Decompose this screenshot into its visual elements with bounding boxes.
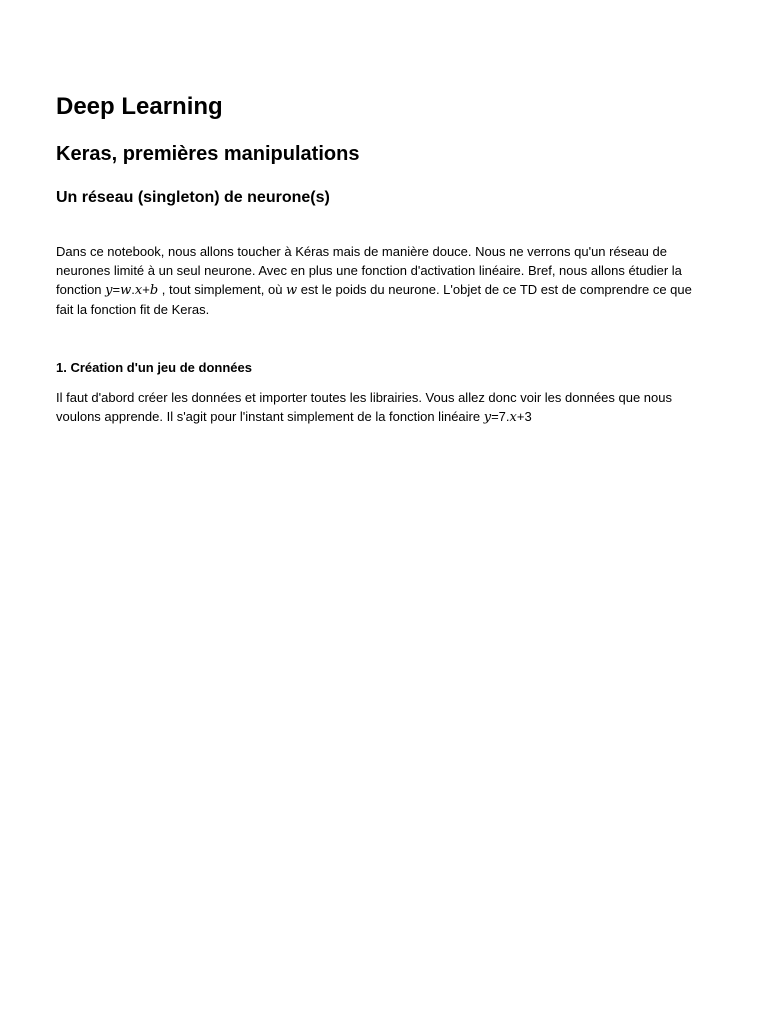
- formula2-eq: =7.: [491, 409, 510, 424]
- intro-text-middle: , tout simplement, où: [158, 282, 287, 297]
- formula-plus: +: [142, 282, 150, 297]
- document-title: Deep Learning: [56, 93, 223, 120]
- formula-dot: .: [131, 282, 135, 297]
- formula2-tail: +3: [516, 409, 532, 424]
- formula-b: b: [149, 283, 159, 298]
- formula2-x: x: [509, 410, 517, 425]
- step1-paragraph: [56, 388, 706, 427]
- intro-text-start: Dans ce notebook, nous allons toucher à Kéras mais de manière douce. Nous ne verrons qu'un réseau de neurones limité à un seul neurone. Avec en plus une fonction d'activation linéaire. Bref, nous allons étudier la fonction: [56, 244, 682, 297]
- step1-text: Il faut d'abord créer les données et importer toutes les librairies. Vous allez donc voir les données que nous voulons apprende. Il s'agit pour l'instant simplement de la fonction linéaire: [56, 390, 673, 424]
- intro-paragraph: [56, 242, 706, 319]
- formula2-y: y: [483, 410, 492, 425]
- formula-eq: =: [112, 282, 121, 297]
- intro-formula: [105, 282, 158, 297]
- document-subtitle: Keras, premières manipulations: [56, 143, 360, 165]
- formula-w: w: [120, 283, 132, 298]
- formula-y: y: [105, 283, 113, 298]
- step1-formula: [484, 409, 532, 424]
- step1-heading: 1. Création d'un jeu de données: [56, 360, 252, 375]
- weight-symbol: w: [286, 283, 298, 298]
- intro-text-end: est le poids du neurone. L'objet de ce TD est de comprendre ce que fait la fonction fit de Keras.: [56, 282, 692, 317]
- formula-x: x: [134, 283, 143, 298]
- section-title: Un réseau (singleton) de neurone(s): [56, 189, 330, 206]
